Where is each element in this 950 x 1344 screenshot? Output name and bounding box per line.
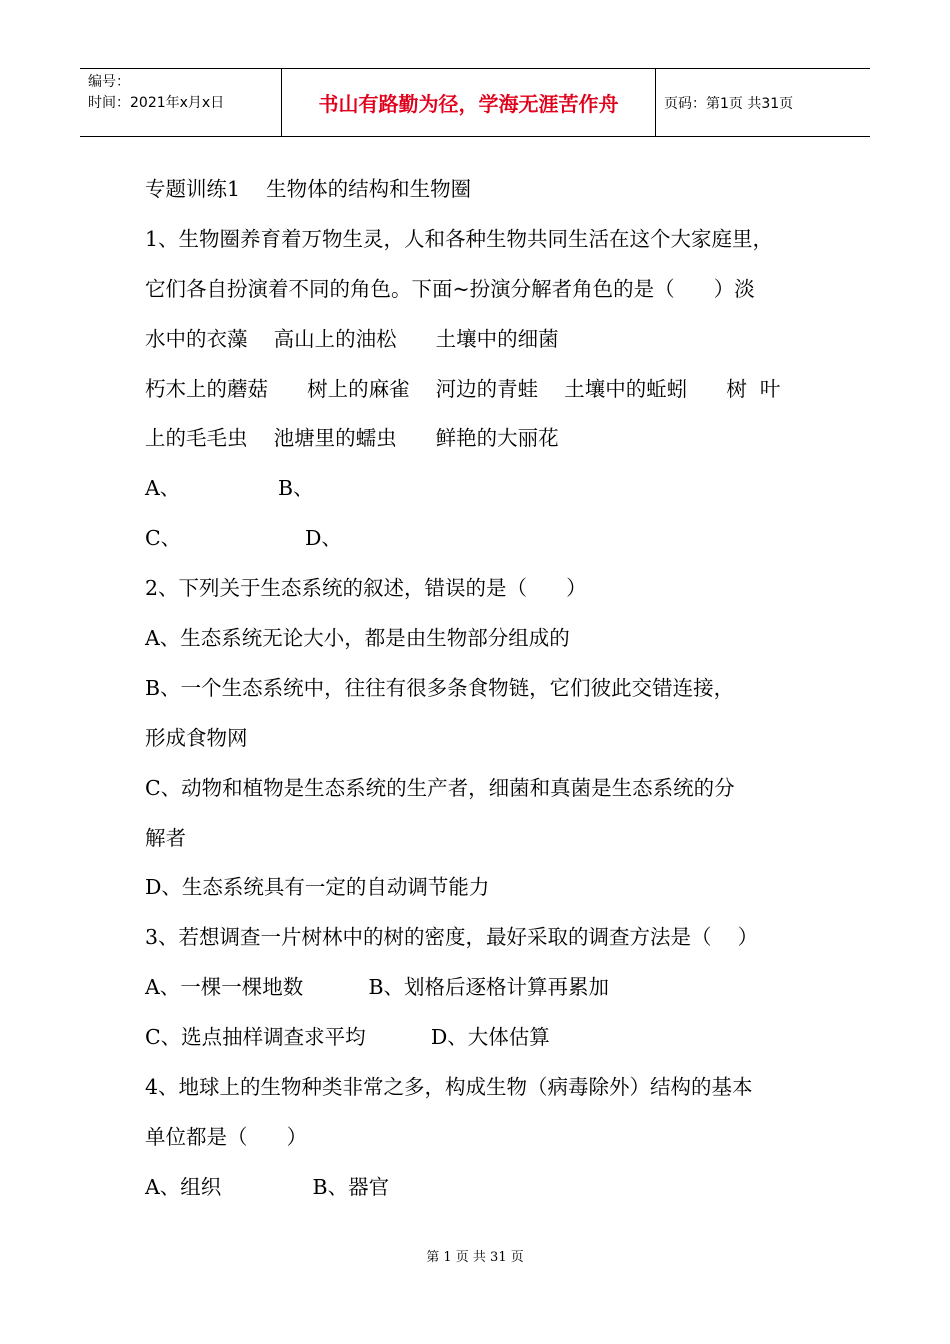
text-line: 它们各自扮演着不同的角色。下面~扮演分解者角色的是（ ）淡 (145, 276, 755, 301)
option-line: D、生态系统具有一定的自动调节能力 (145, 875, 490, 900)
text-line: 解者 (145, 825, 186, 850)
text-line: 朽木上的蘑菇 树上的麻雀 河边的青蛙 土壤中的蚯蚓 树 叶 (145, 376, 781, 401)
option-line: A、组织 B、器官 (145, 1174, 390, 1199)
option-line: A、生态系统无论大小，都是由生物部分组成的 (145, 626, 570, 651)
text-line: 1、生物圈养育着万物生灵，人和各种生物共同生活在这个大家庭里， (145, 226, 774, 251)
option-line: C、动物和植物是生态系统的生产者，细菌和真菌是生态系统的分 (145, 775, 735, 800)
option-line: C、选点抽样调查求平均 D、大体估算 (145, 1025, 550, 1050)
text-line: 形成食物网 (145, 725, 248, 750)
option-line: A、一棵一棵地数 B、划格后逐格计算再累加 (145, 975, 610, 1000)
section-title: 专题训练1 生物体的结构和生物圈 (145, 177, 472, 201)
question-line: 3、若想调查一片树林中的树的密度，最好采取的调查方法是（ ） (145, 925, 759, 950)
time-label: 时间：2021年x月x日 (88, 95, 225, 111)
option-line: A、 B、 (145, 476, 314, 501)
header-page-code: 页码：第1页 共31页 (664, 95, 794, 112)
text-line: 上的毛毛虫 池塘里的蠕虫 鲜艳的大丽花 (145, 426, 559, 451)
text-line: 水中的衣藻 高山上的油松 土壤中的细菌 (145, 326, 559, 351)
page-footer: 第 1 页 共 31 页 (426, 1250, 524, 1265)
document-body (145, 165, 825, 1213)
option-line: C、 D、 (145, 526, 342, 551)
header-meta (80, 69, 282, 136)
page-header (80, 68, 870, 137)
header-motto: 书山有路勤为径，学海无涯苦作舟 (282, 69, 656, 136)
option-line: B、一个生态系统中，往往有很多条食物链，它们彼此交错连接， (145, 675, 735, 700)
text-line: 单位都是（ ） (145, 1124, 308, 1149)
question-line: 2、下列关于生态系统的叙述，错误的是（ ） (145, 576, 587, 601)
question-line: 4、地球上的生物种类非常之多，构成生物（病毒除外）结构的基本 (145, 1075, 753, 1100)
number-label: 编号： (88, 74, 130, 90)
